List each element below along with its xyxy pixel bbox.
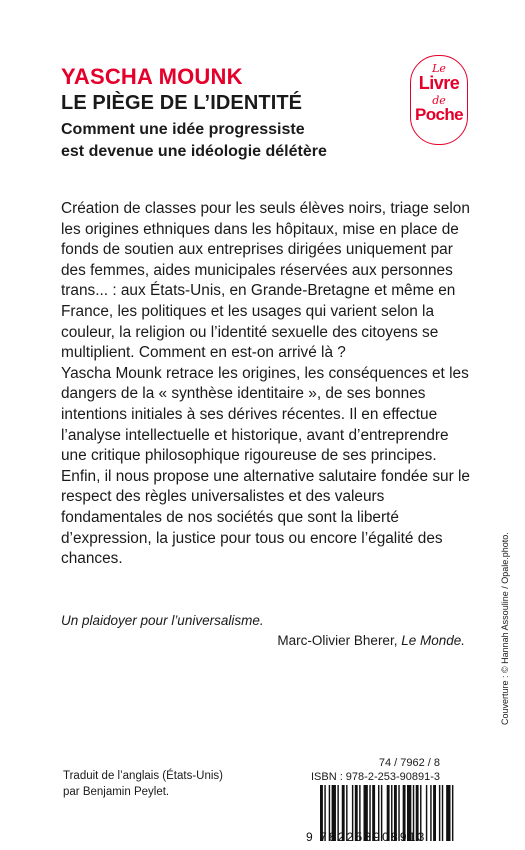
barcode-number: 782253908913 — [320, 830, 427, 844]
logo-livre: Livre — [418, 73, 460, 93]
translator-line-1: Traduit de l’anglais (États-Unis) — [63, 770, 223, 782]
barcode-first-digit: 9 — [306, 830, 315, 844]
barcode-bar — [446, 785, 450, 841]
isbn-number: ISBN : 978-2-253-90891-3 — [310, 771, 440, 783]
book-subtitle — [61, 119, 391, 163]
barcode-bar — [442, 785, 443, 841]
attribution-name: Marc-Olivier Bherer, — [277, 633, 402, 648]
barcode-bar — [439, 785, 440, 841]
blurb-paragraph-2: Yascha Mounk retrace les origines, les conséquences et les dangers de la « synthèse identitaire », de ses bonnes intentions initiales à ses dérives récentes. Il en effectue l’analyse intellectuelle et historique, avant d’entreprendre une critique philosophique rigoureuse de ses principes. Enfin, il nous propose une alternative salutaire fondée sur le respect des règles universalistes et des valeurs fondamentales de nos sociétés que sont la liberté d’expression, la justice pour tous ou encore l’égalité des chances. — [61, 364, 470, 568]
logo-le: Le — [432, 62, 446, 75]
barcode-bar — [433, 785, 436, 841]
catalog-number: 74 / 7962 / 8 — [378, 757, 440, 769]
barcode-bar — [452, 785, 453, 841]
subtitle-line-2: est devenue une idéologie délétère — [61, 143, 327, 160]
press-quote — [61, 611, 471, 651]
logo-poche: Poche — [414, 105, 464, 124]
attribution-source: Le Monde. — [401, 633, 465, 648]
author-name: YASCHA MOUNK — [61, 64, 243, 89]
barcode-bar — [430, 785, 431, 841]
subtitle-line-1: Comment une idée progressiste — [61, 121, 305, 138]
cover-photo-credit: Couverture : © Hannah Assouline / Opale.photo. — [500, 532, 510, 725]
blurb-paragraph-1: Création de classes pour les seuls élèves noirs, triage selon les origines ethniques dans les hôpitaux, mise en place de fonds de soutien aux entreprises dirigées uniquement par des femmes, aides municipales réservées aux personnes trans... : aux États-Unis, en Grande-Bretagne et même en France, les politiques et les usages qui varient selon la couleur, la religion ou l’identité sexuelle des citoyens se multiplient. Comment en est-on arrivé là ? — [61, 200, 470, 362]
blurb — [61, 199, 471, 570]
book-title: LE PIÈGE DE L’IDENTITÉ — [61, 92, 303, 114]
quote-text: Un plaidoyer pour l’universalisme. — [61, 613, 264, 628]
publisher-logo — [410, 55, 468, 145]
translator-line-2: par Benjamin Peylet. — [63, 786, 170, 798]
quote-attribution — [61, 631, 471, 651]
logo-de: de — [432, 94, 446, 107]
translator-credit — [63, 768, 223, 800]
